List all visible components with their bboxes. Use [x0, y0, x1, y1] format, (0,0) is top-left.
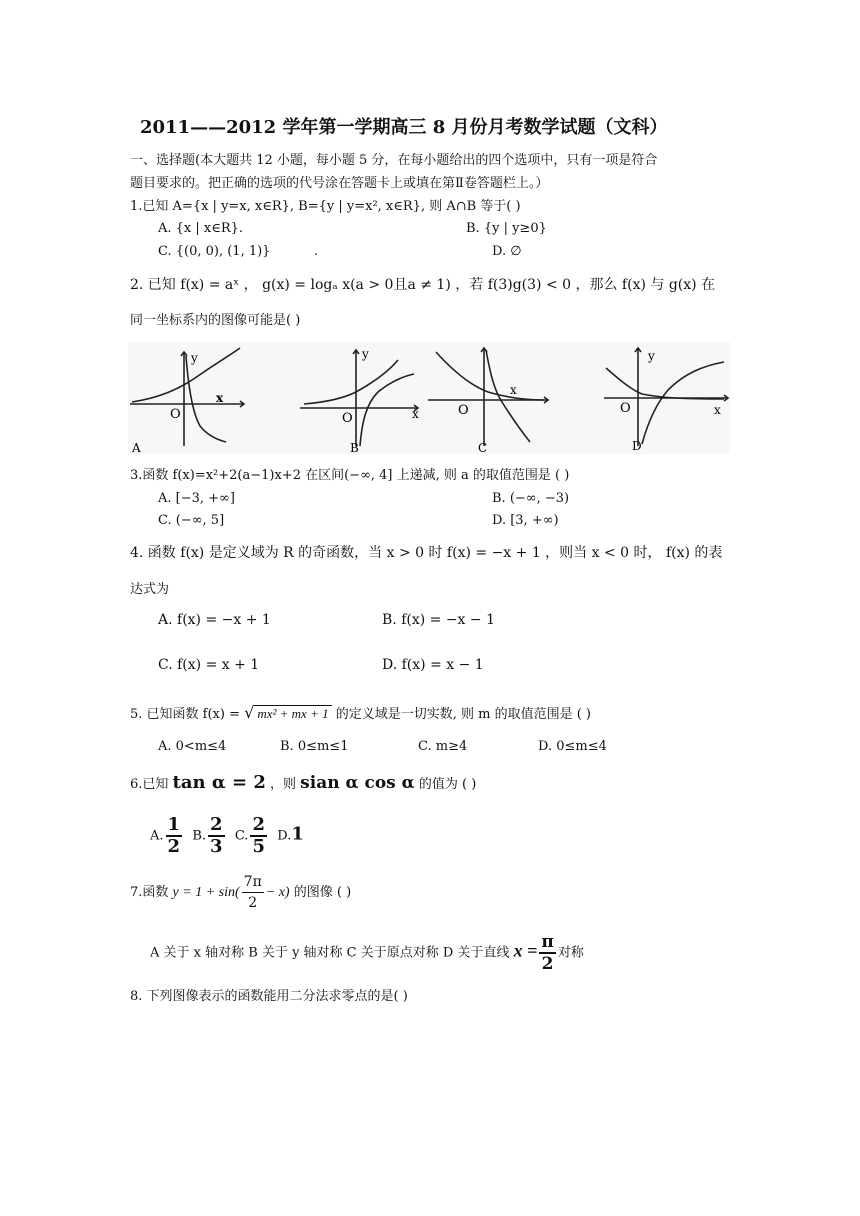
graph-b-label: B — [350, 441, 359, 454]
q6-option-c-num: 2 — [252, 814, 265, 835]
q6-mid: ，则 — [270, 777, 297, 792]
q5-option-a: A. 0<m≤4 — [158, 739, 227, 754]
q3-stem: 3.函数 f(x)=x²+2(a−1)x+2 在区间(−∞, 4] 上递减, 则 a 的取值范围是 ( ) — [130, 468, 570, 483]
graph-a-label: A — [132, 441, 141, 454]
q6-option-b-num: 2 — [210, 814, 223, 835]
q7-frac-num: 7π — [242, 872, 264, 893]
q7-expr-pre: y = 1 + sin( — [172, 885, 240, 900]
graph-d-x-label: x — [714, 403, 721, 417]
graph-b-x-label: x — [412, 407, 419, 421]
graph-b — [300, 350, 418, 446]
q4-option-a: A. f(x) = −x + 1 — [158, 612, 271, 628]
graph-a — [130, 348, 244, 446]
q6-option-a-num: 1 — [167, 814, 181, 835]
q6-option-d-value: 1 — [291, 823, 304, 845]
q7-x-eq: x = — [513, 940, 538, 961]
q6-option-c-label: C. — [234, 828, 249, 844]
q7-stem — [130, 872, 351, 913]
q7-expr-post: − x) — [265, 885, 290, 900]
q5-sqrt-sign: √ — [244, 703, 255, 722]
q1-option-d: D. ∅ — [492, 244, 522, 259]
q7-tail: 对称 — [557, 945, 584, 961]
q5-stem — [130, 704, 591, 724]
q6-option-a-label: A. — [150, 828, 164, 844]
q6-option-b-den: 3 — [210, 836, 223, 857]
q5-option-b: B. 0≤m≤1 — [280, 739, 349, 754]
q6-sincos-expr: sian α cos α — [300, 773, 415, 793]
q5-radicand: mx² + mx + 1 — [254, 705, 331, 721]
graph-a-origin: O — [170, 407, 181, 422]
q2-stem-line2: 同一坐标系内的图像可能是( ) — [130, 313, 301, 328]
q7-pi-frac — [539, 932, 555, 974]
q6-option-b-frac — [208, 815, 225, 857]
q4-option-d: D. f(x) = x − 1 — [382, 657, 484, 673]
q2-graphs-svg — [128, 342, 730, 454]
q6-option-c-den: 5 — [252, 836, 265, 857]
graph-b-exp-curve — [304, 360, 398, 404]
graph-c-exp-curve — [436, 352, 544, 400]
graph-d-origin: O — [620, 401, 631, 416]
q7-options-text: A 关于 x 轴对称 B 关于 y 轴对称 C 关于原点对称 D 关于直线 — [150, 945, 510, 961]
q6-option-a-frac — [166, 815, 183, 857]
q7-post: 的图像 ( ) — [293, 885, 352, 900]
graph-d-y-label: y — [648, 349, 655, 363]
page-title: 2011——2012 学年第一学期高三 8 月份月考数学试题（文科） — [140, 117, 668, 138]
graph-b-y-label: y — [362, 347, 369, 361]
q6-stem — [130, 772, 476, 796]
graph-c-label: C — [478, 441, 488, 454]
q8-stem: 8. 下列图像表示的函数能用二分法求零点的是( ) — [130, 989, 408, 1004]
q1-stray-mark: . — [314, 244, 319, 259]
q1-option-c: C. {(0, 0), (1, 1)} — [158, 244, 271, 259]
q6-option-d-label: D. — [277, 828, 292, 844]
graph-b-origin: O — [342, 411, 353, 426]
graph-d-label: D — [632, 439, 642, 453]
q1-option-a: A. {x | x∈R}. — [158, 221, 244, 236]
q5-stem-post: 的定义域是一切实数, 则 m 的取值范围是 ( ) — [335, 707, 591, 722]
q4-option-c: C. f(x) = x + 1 — [158, 657, 260, 673]
q3-option-c: C. (−∞, 5] — [158, 513, 225, 528]
q4-option-b: B. f(x) = −x − 1 — [382, 612, 495, 628]
q2-stem-line1: 2. 已知 f(x) = aˣ ， g(x) = logₐ x(a > 0且a ≠ 1) ，若 f(3)g(3) < 0 ，那么 f(x) 与 g(x) 在 — [130, 277, 716, 293]
q6-pre: 6.已知 — [130, 777, 169, 792]
q7-pi-den: 2 — [541, 954, 554, 974]
q5-stem-pre: 5. 已知函数 f(x) = — [130, 707, 240, 722]
q7-frac — [242, 872, 264, 913]
q5-option-c: C. m≥4 — [418, 739, 468, 754]
q3-option-b: B. (−∞, −3) — [492, 491, 570, 506]
graph-d — [604, 348, 728, 446]
q1-stem: 1.已知 A={x | y=x, x∈R}, B={y | y=x², x∈R}, 则 A∩B 等于( ) — [130, 199, 521, 214]
q6-option-a-den: 2 — [167, 836, 181, 857]
q5-option-d: D. 0≤m≤4 — [538, 739, 607, 754]
q6-option-b-label: B. — [192, 828, 207, 844]
graph-c-origin: O — [458, 403, 469, 418]
q4-stem-line1: 4. 函数 f(x) 是定义域为 R 的奇函数，当 x > 0 时 f(x) = −x + 1 ，则当 x < 0 时， f(x) 的表 — [130, 545, 723, 561]
graph-c — [428, 348, 548, 446]
q3-option-d: D. [3, +∞) — [492, 513, 559, 528]
q6-options — [150, 815, 304, 857]
q7-pre: 7.函数 — [130, 885, 169, 900]
q2-graph-figures — [128, 342, 730, 454]
section-instructions: 题目要求的。把正确的选项的代号涂在答题卡上或填在第Ⅱ卷答题栏上。） — [130, 176, 549, 191]
q7-pi-num: π — [541, 932, 554, 952]
section-heading: 一、选择题(本大题共 12 小题，每小题 5 分，在每小题给出的四个选项中，只有一项是符合 — [130, 153, 658, 168]
q7-options — [150, 932, 584, 974]
graph-c-x-label: x — [510, 383, 517, 397]
q7-frac-den: 2 — [248, 895, 258, 911]
q6-tan-expr: tan α = 2 — [172, 772, 266, 793]
q6-post: 的值为 ( ) — [418, 777, 477, 792]
graph-a-x-label: x — [216, 391, 224, 405]
q3-option-a: A. [−3, +∞] — [158, 491, 235, 506]
q1-option-b: B. {y | y≥0} — [466, 221, 547, 236]
q6-option-c-frac — [250, 815, 267, 857]
graph-a-y-label: y — [191, 351, 198, 365]
graph-d-log-curve — [642, 362, 724, 444]
q4-stem-line2: 达式为 — [130, 582, 170, 597]
